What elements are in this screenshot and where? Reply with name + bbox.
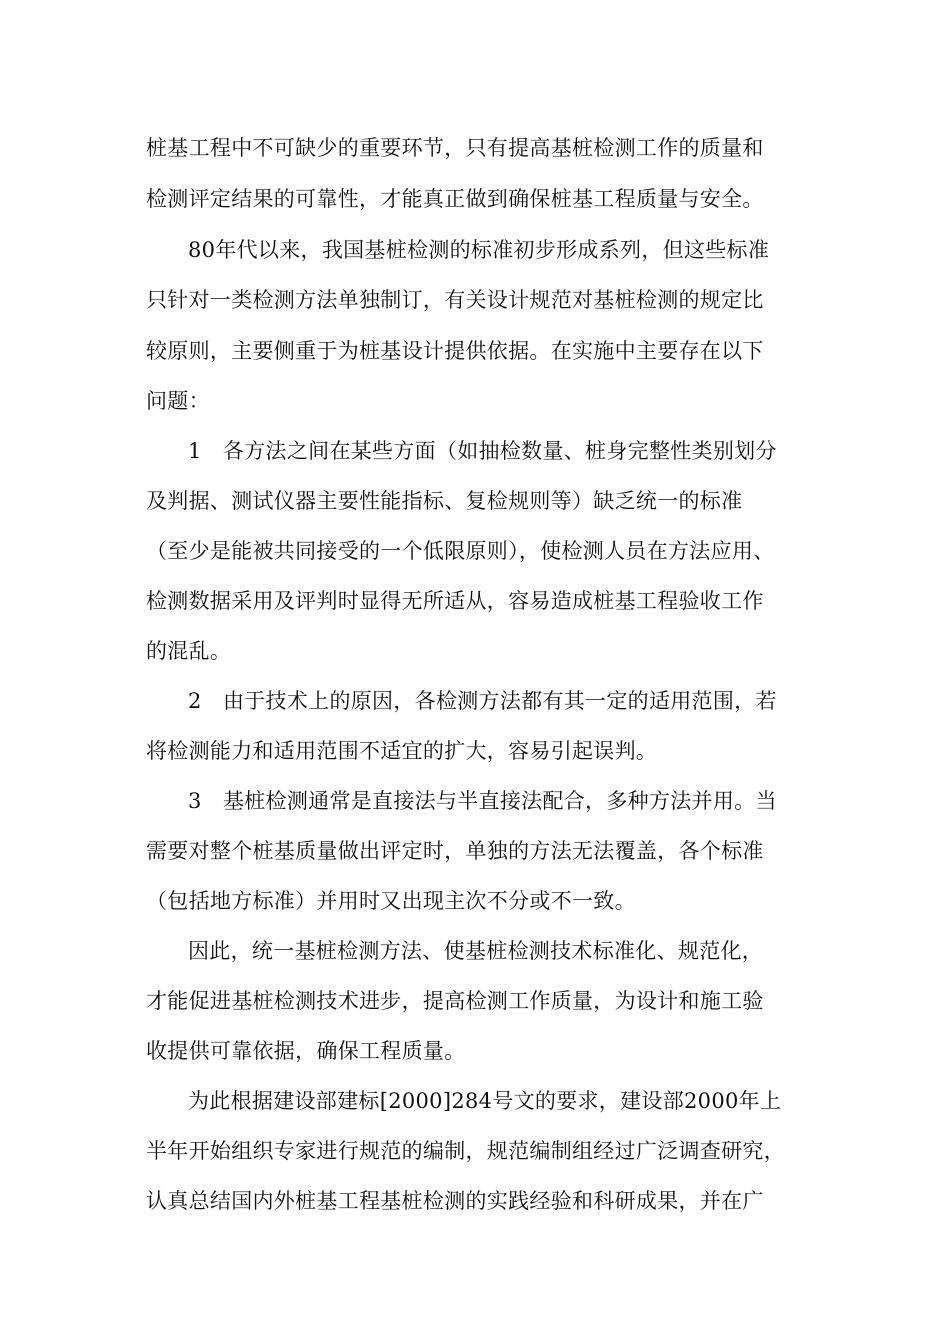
paragraph-start-line: 为此根据建设部建标[2000]284号文的要求，建设部2000年上 bbox=[188, 1089, 782, 1113]
paragraph-start-line: 80年代以来，我国基桩检测的标准初步形成系列，但这些标准 bbox=[188, 238, 770, 262]
text-line: 的混乱。 bbox=[146, 639, 232, 663]
text-line: 半年开始组织专家进行规范的编制，规范编制组经过广泛调查研究， bbox=[146, 1139, 785, 1163]
text-line: 桩基工程中不可缺少的重要环节，只有提高基桩检测工作的质量和 bbox=[146, 136, 764, 160]
text-line: 需要对整个桩基质量做出评定时，单独的方法无法覆盖，各个标准 bbox=[146, 839, 764, 863]
text-line: 检测评定结果的可靠性，才能真正做到确保桩基工程质量与安全。 bbox=[146, 187, 764, 211]
text-line: 检测数据采用及评判时显得无所适从，容易造成桩基工程验收工作 bbox=[146, 589, 764, 613]
text-line: 只针对一类检测方法单独制订，有关设计规范对基桩检测的规定比 bbox=[146, 288, 764, 312]
text-line: 问题： bbox=[146, 389, 210, 413]
list-item-1-line: 1 各方法之间在某些方面（如抽检数量、桩身完整性类别划分 bbox=[188, 439, 777, 463]
text-line: 才能促进基桩检测技术进步，提高检测工作质量，为设计和施工验 bbox=[146, 989, 764, 1013]
text-line: 认真总结国内外桩基工程基桩检测的实践经验和科研成果，并在广 bbox=[146, 1189, 764, 1213]
text-line: 将检测能力和适用范围不适宜的扩大，容易引起误判。 bbox=[146, 739, 658, 763]
text-line: 及判据、测试仪器主要性能指标、复检规则等）缺乏统一的标准 bbox=[146, 489, 743, 513]
text-line: 收提供可靠依据，确保工程质量。 bbox=[146, 1039, 466, 1063]
text-line: （包括地方标准）并用时又出现主次不分或不一致。 bbox=[146, 889, 636, 913]
text-line: （至少是能被共同接受的一个低限原则），使检测人员在方法应用、 bbox=[146, 539, 775, 563]
list-item-2-line: 2 由于技术上的原因，各检测方法都有其一定的适用范围，若 bbox=[188, 689, 777, 713]
list-item-3-line: 3 基桩检测通常是直接法与半直接法配合，多种方法并用。当 bbox=[188, 789, 777, 813]
text-line: 较原则，主要侧重于为桩基设计提供依据。在实施中主要存在以下 bbox=[146, 339, 764, 363]
paragraph-start-line: 因此，统一基桩检测方法、使基桩检测技术标准化、规范化， bbox=[188, 939, 764, 963]
